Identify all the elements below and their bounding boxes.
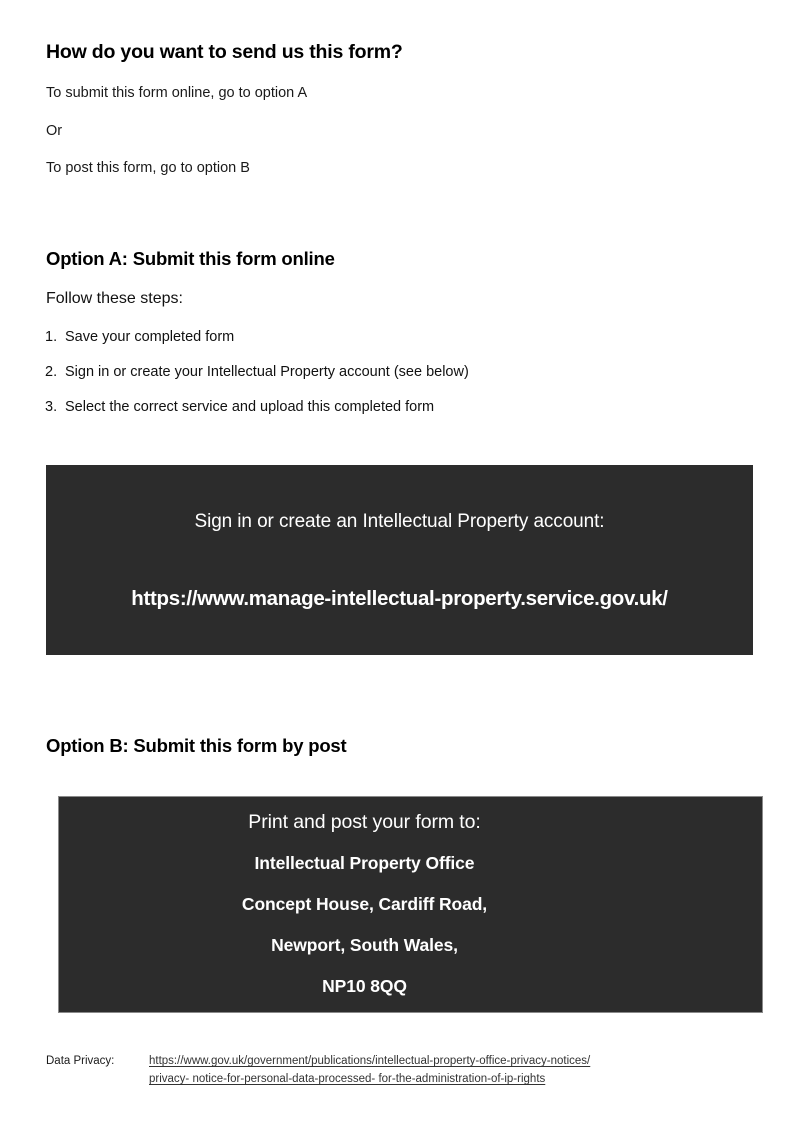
option-a-step-1 (45, 329, 234, 345)
data-privacy-link[interactable] (149, 1052, 764, 1088)
option-a-step-2 (45, 364, 469, 380)
postal-address-callout-title: Print and post your form to: (248, 811, 481, 833)
intro-line-or: Or (46, 123, 63, 139)
postal-address-postcode: NP10 8QQ (322, 976, 407, 996)
option-a-step-3 (45, 399, 434, 415)
intro-line-online: To submit this form online, go to option A (46, 85, 308, 101)
data-privacy-link-line-1: https://www.gov.uk/government/publications/intellectual-property-office-privacy-notices/ (149, 1055, 591, 1067)
online-account-url[interactable]: https://www.manage-intellectual-property.service.gov.uk/ (131, 587, 668, 610)
step-number: 3. (45, 399, 58, 415)
postal-address-callout-box (58, 796, 763, 1013)
step-number: 1. (45, 329, 58, 345)
data-privacy-label: Data Privacy: (46, 1055, 115, 1067)
step-text: Save your completed form (65, 329, 235, 345)
option-a-heading: Option A: Submit this form online (46, 248, 335, 269)
page-title: How do you want to send us this form? (46, 41, 403, 63)
option-a-lead-in: Follow these steps: (46, 290, 183, 307)
option-b-heading: Option B: Submit this form by post (46, 735, 347, 756)
intro-line-post: To post this form, go to option B (46, 160, 250, 176)
postal-address-line-2: Concept House, Cardiff Road, (241, 894, 488, 914)
postal-address-line-1: Intellectual Property Office (254, 853, 475, 873)
online-account-callout-title: Sign in or create an Intellectual Property account: (194, 511, 605, 532)
postal-address-line-3: Newport, South Wales, (271, 935, 458, 955)
data-privacy-link-line-2: privacy- notice-for-personal-data-processed- for-the-administration-of-ip-rights (149, 1073, 546, 1085)
step-text: Sign in or create your Intellectual Property account (see below) (65, 364, 469, 380)
step-number: 2. (45, 364, 58, 380)
online-account-callout-box (46, 465, 753, 655)
step-text: Select the correct service and upload this completed form (65, 399, 435, 415)
